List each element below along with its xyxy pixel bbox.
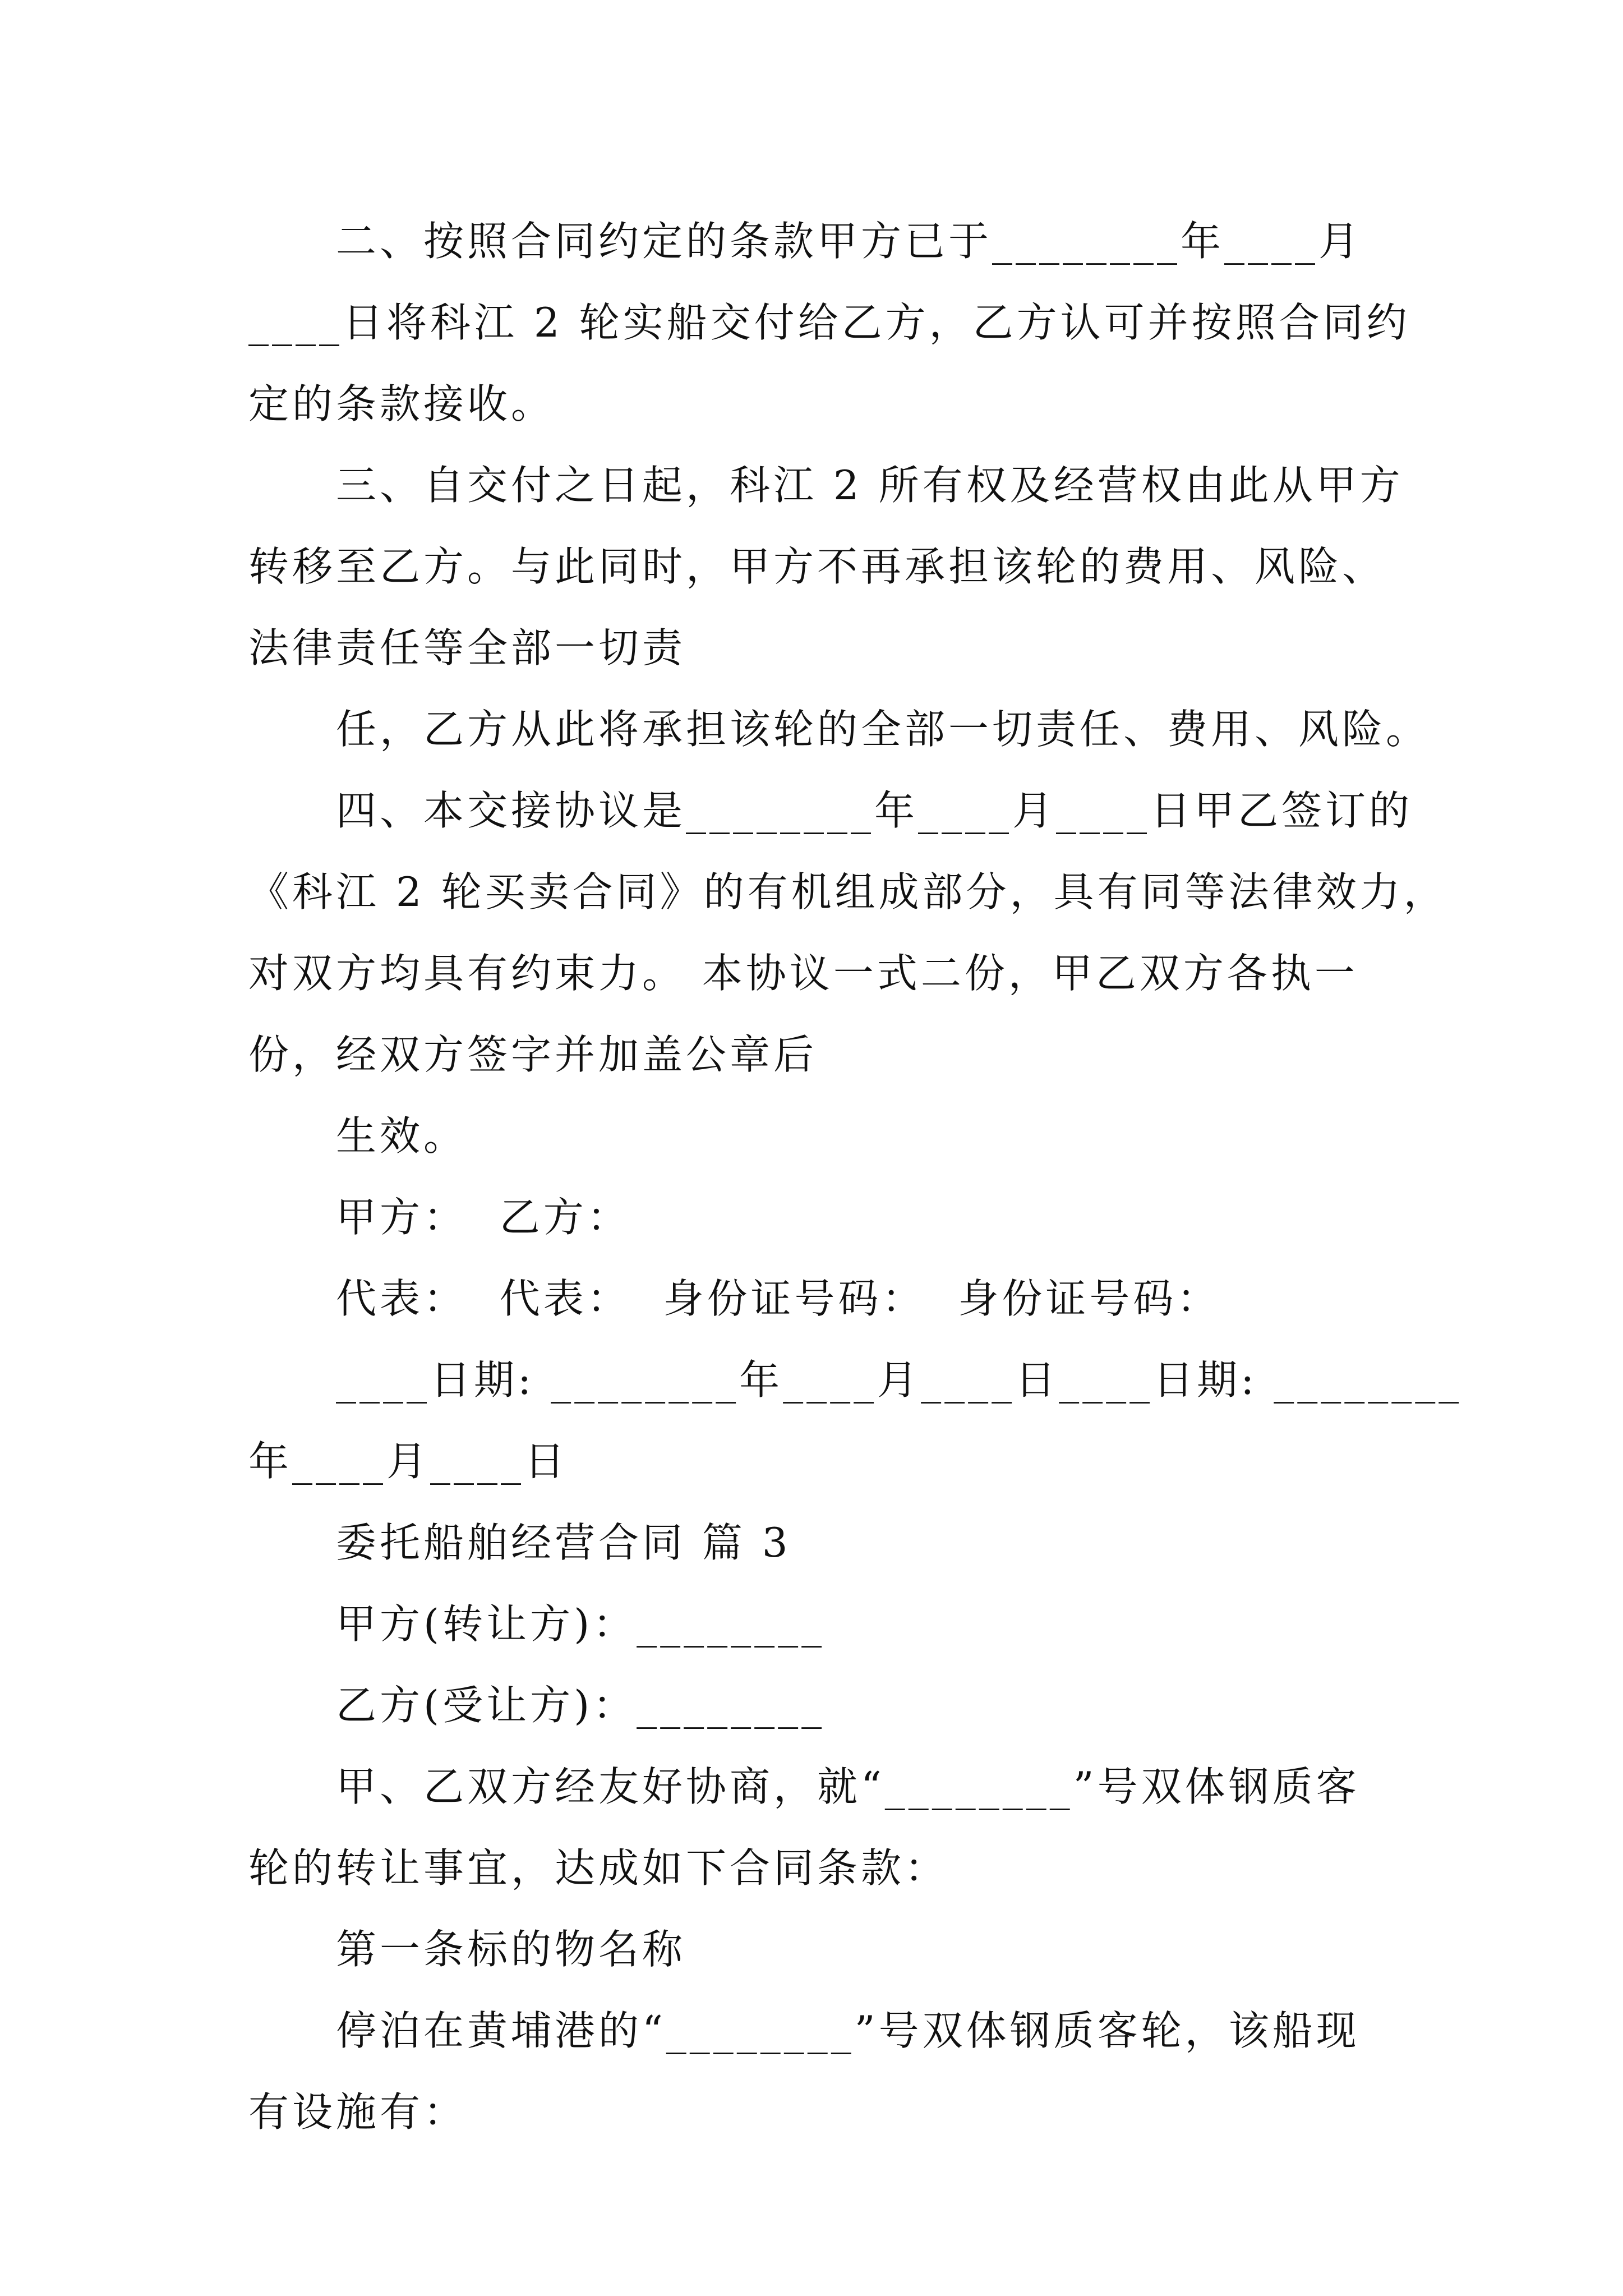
paragraph-line: 份，经双方签字并加盖公章后: [248, 1031, 818, 1078]
paragraph-line: 三、自交付之日起，科江 2 所有权及经营权由此从甲方: [336, 462, 1404, 509]
paragraph-line: 对双方均具有约束力。 本协议一式二份，甲乙双方各执一: [248, 950, 1358, 997]
signature-parties-line: 甲方： 乙方：: [336, 1194, 631, 1241]
signature-date-line: 年____月____日: [248, 1438, 569, 1485]
signature-representatives-line: 代表： 代表： 身份证号码： 身份证号码：: [336, 1275, 1221, 1322]
paragraph-line: 二、按照合同约定的条款甲方已于________年____月: [336, 218, 1363, 265]
paragraph-line: 有设施有：: [248, 2088, 468, 2136]
paragraph-line: 《科江 2 轮买卖合同》的有机组成部分，具有同等法律效力，: [248, 868, 1447, 915]
paragraph-line: 定的条款接收。: [248, 380, 555, 427]
signature-date-line: ____日期: ________年____月____日____日期: ________: [336, 1356, 1463, 1404]
paragraph-line: 任，乙方从此将承担该轮的全部一切责任、费用、风险。: [336, 706, 1430, 753]
paragraph-line: 生效。: [336, 1112, 468, 1159]
paragraph-line: 法律责任等全部一切责: [248, 624, 686, 671]
paragraph-line: 四、本交接协议是________年____月____日甲乙签订的: [336, 787, 1413, 834]
section-heading: 委托船舶经营合同 篇 3: [336, 1519, 791, 1566]
paragraph-line: 甲、乙双方经友好协商，就“________”号双体钢质客: [336, 1763, 1360, 1810]
paragraph-line: 轮的转让事宜，达成如下合同条款：: [248, 1844, 949, 1892]
party-b-line: 乙方(受让方)：________: [336, 1682, 826, 1729]
paragraph-line: 停泊在黄埔港的“________”号双体钢质客轮，该船现: [336, 2007, 1360, 2054]
paragraph-line: 转移至乙方。与此同时，甲方不再承担该轮的费用、风险、: [248, 543, 1386, 590]
document-body: [248, 201, 1463, 2153]
party-a-line: 甲方(转让方)：________: [336, 1600, 826, 1648]
paragraph-line: ____日将科江 2 轮实船交付给乙方，乙方认可并按照合同约: [248, 299, 1410, 346]
clause-heading: 第一条标的物名称: [336, 1926, 686, 1973]
